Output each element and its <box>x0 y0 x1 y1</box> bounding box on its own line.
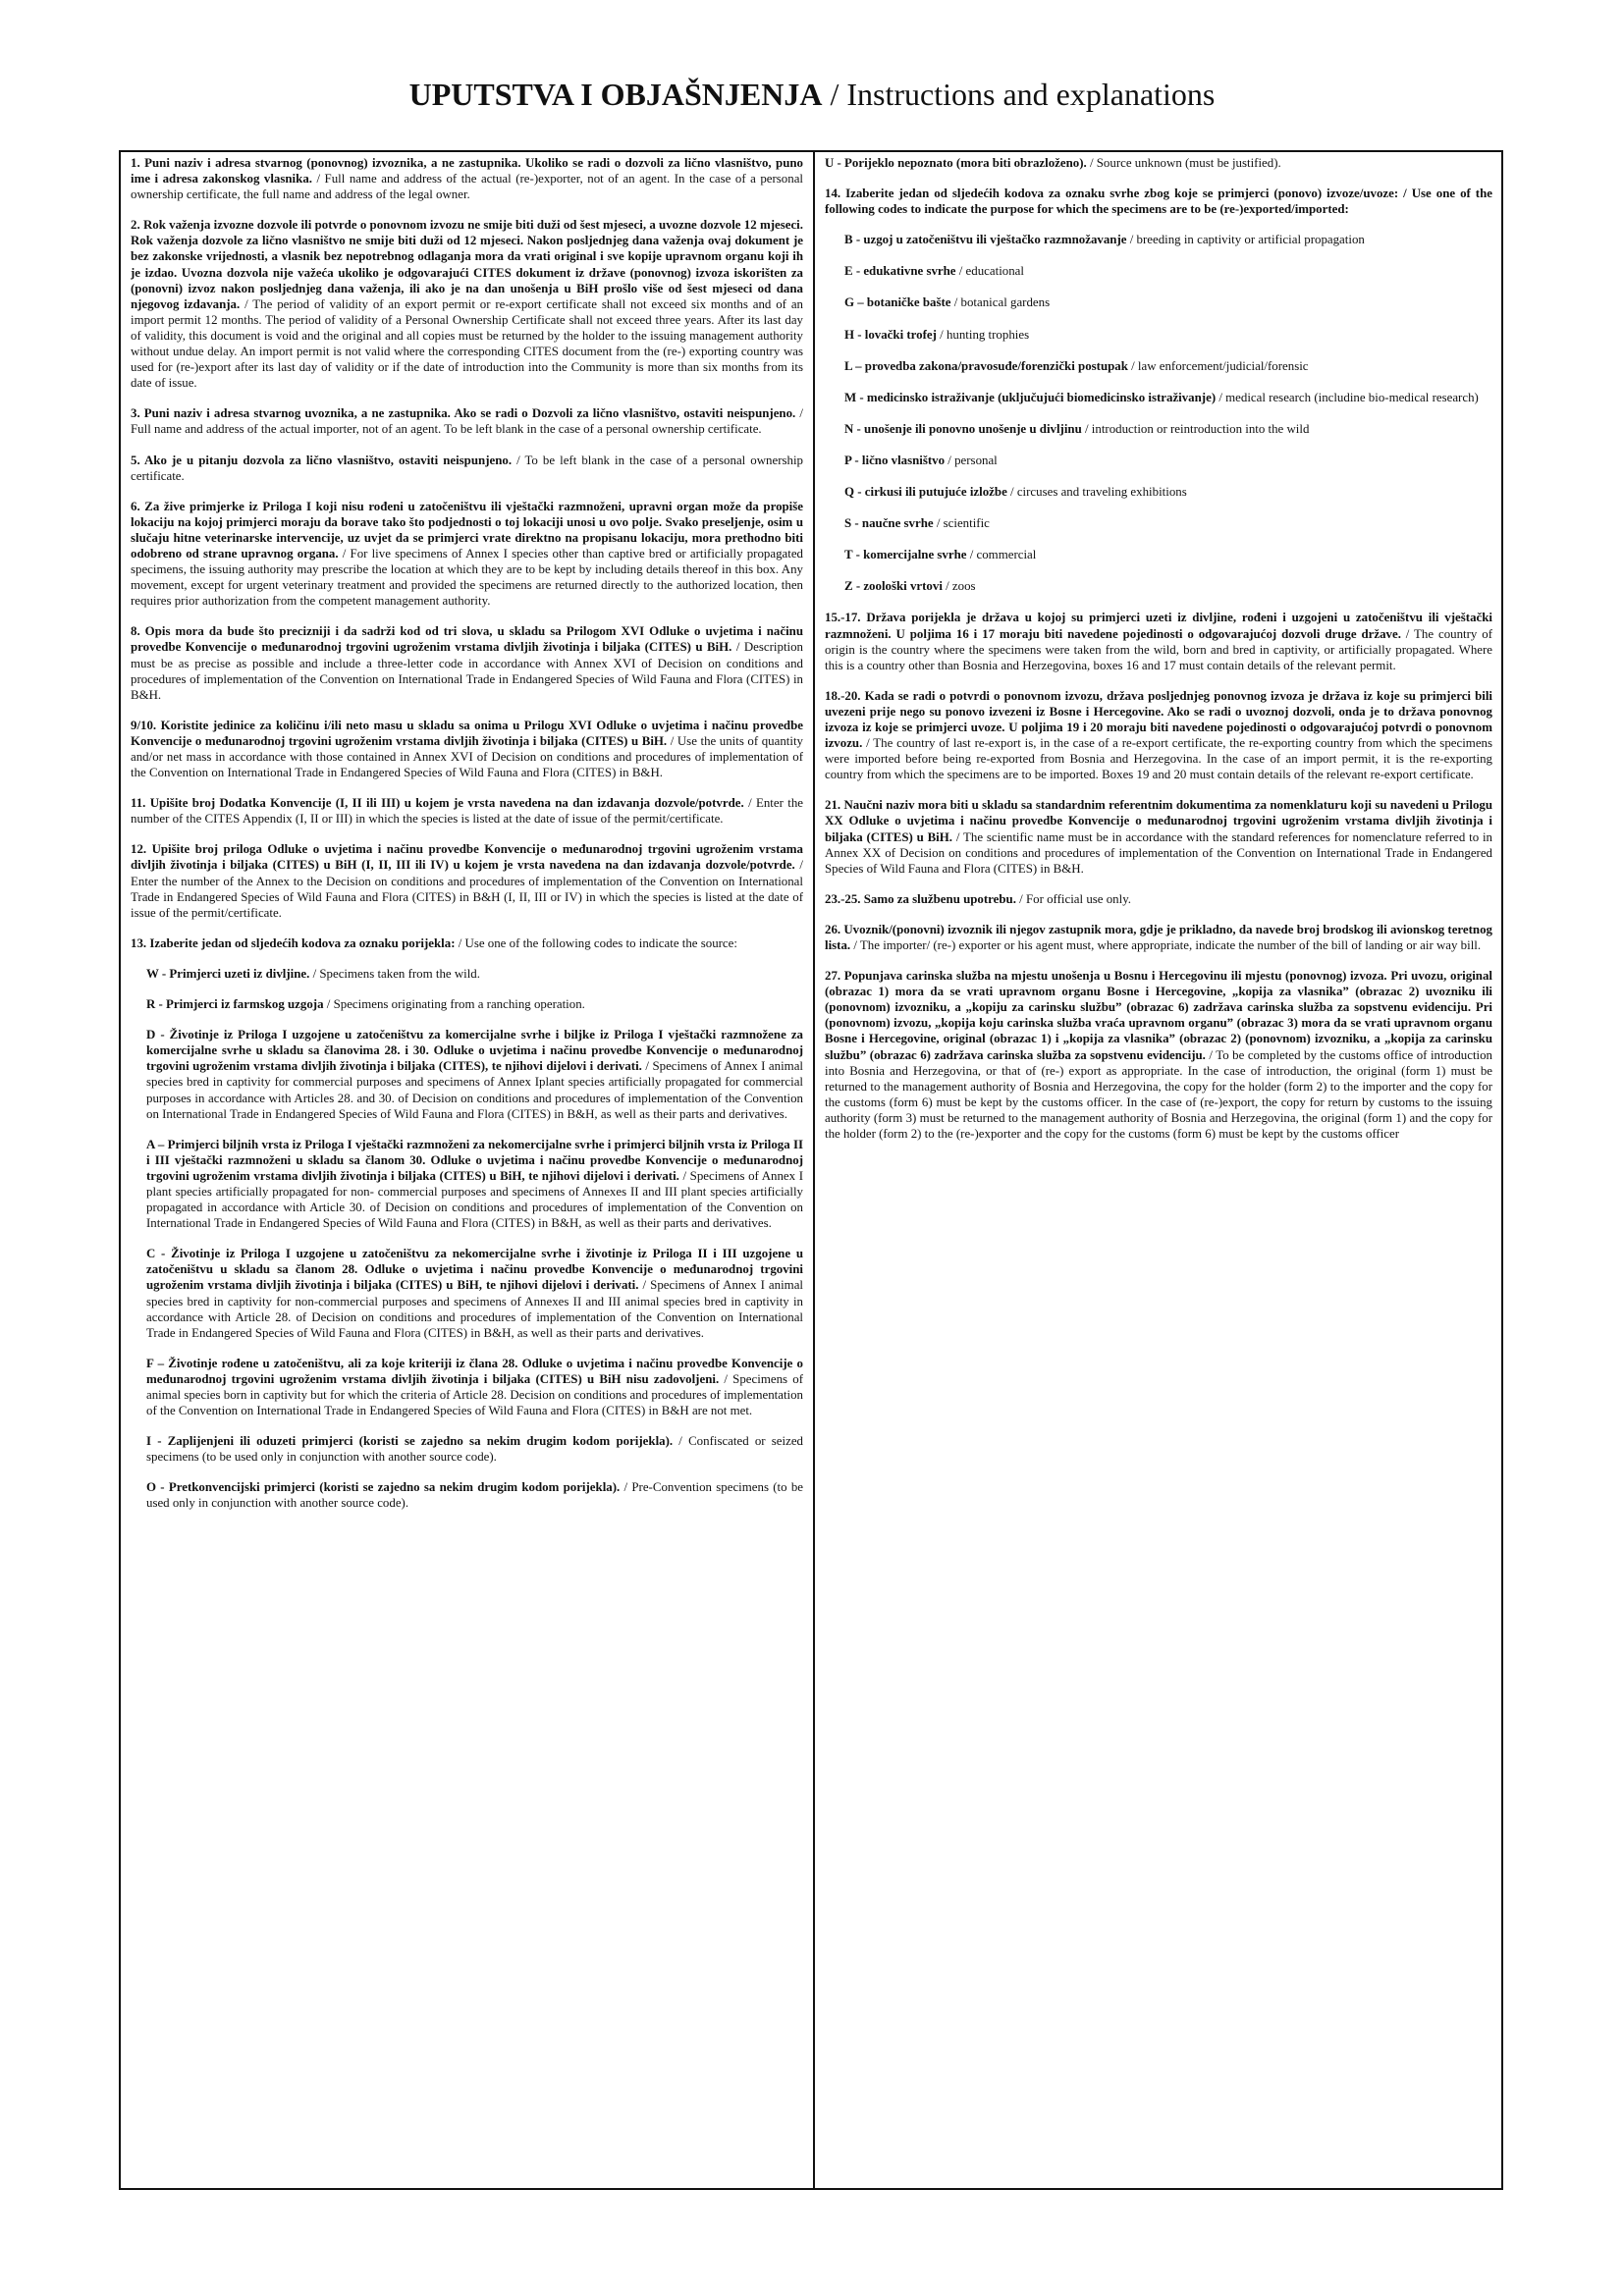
item-15-17: 15.-17. Država porijekla je država u kojoj su primjerci uzeti iz divljine, rođeni i uzgojeni u zatočeništvu ili vještački razmnoženi. U poljima 16 i 17 moraju biti navedene pojedinosti o odgovarajućoj dozvoli druge države. / The country of origin is the country where the specimens were taken from the wild, born and bred in captivity, or artificially propagated. Where this is a country other than Bosnia and Herzegovina, boxes 16 and 17 must contain details of the relevant permit. <box>825 611 1492 672</box>
item-6: 6. Za žive primjerke iz Priloga I koji nisu rođeni u zatočeništvu ili vještački razmnoženi, upravni organ može da propiše lokaciju na kojoj primjerci moraju da borave tako što podjednosti o toj lokaciji unosi u ovo polje. Svako preseljenje, osim u slučaju hitne veterinarske intervencije, uz uvjet da se primjerci vrate direktno na propisanu lokaciju, mora prethodno biti odobreno od strane upravnog organa. / For live specimens of Annex I species other than captive bred or artificially propagated specimens, the issuing authority may prescribe the location at which they are to be kept by including details thereof in this box. Any movement, except for urgent veterinary treatment and provided the specimens are returned directly to the authorized location, then requires prior authorization from the competent management authority. <box>131 499 803 609</box>
purpose-code-b: B - uzgoj u zatočeništvu ili vještačko razmnožavanje / breeding in captivity or artificial propagation <box>844 233 1365 247</box>
purpose-code-q: Q - cirkusi ili putujuće izložbe / circuses and traveling exhibitions <box>844 485 1187 500</box>
purpose-code-p: P - lično vlasništvo / personal <box>844 453 998 467</box>
title-bosnian: UPUTSTVA I OBJAŠNJENJA <box>408 77 823 112</box>
purpose-code-l: L – provedba zakona/pravosuđe/forenzički postupak / law enforcement/judicial/forensic <box>844 358 1309 373</box>
purpose-code-n: N - unošenje ili ponovno unošenje u divljinu / introduction or reintroduction into the wild <box>844 421 1310 436</box>
column-divider <box>813 150 815 2190</box>
item-14: 14. Izaberite jedan od sljedećih kodova za oznaku svrhe zbog koje se primjerci (ponovo) izvoze/uvoze: / Use one of the following codes to indicate the purpose for which the specimens are to be (re-)exported/imported: <box>825 187 1492 217</box>
item-12: 12. Upišite broj priloga Odluke o uvjetima i načinu provedbe Konvencije o međunarodnoj trgovini ugroženim vrstama divljih životinja i biljaka (CITES) u BiH (I, II, III ili IV) u kojem je vrsta navedena na dan izdavanja dozvole/potvrde. / Enter the number of the Annex to the Decision on conditions and procedures of implementation of the Convention on International Trade in Endangered Species of Wild Fauna and Flora (CITES) in B&H (I, II, III or IV) in which the species is listed at the date of issue of the permit/certificate. <box>131 842 803 920</box>
purpose-code-s: S - naučne svrhe / scientific <box>844 516 990 531</box>
item-13: 13. Izaberite jedan od sljedećih kodova za oznaku porijekla: / Use one of the following codes to indicate the source: <box>131 935 737 950</box>
item-26: 26. Uvoznik/(ponovni) izvoznik ili njegov zastupnik mora, gdje je prikladno, da navede broj brodskog ili avionskog teretnog lista. / The importer/ (re-) exporter or his agent must, where appropriate, indicate the number of the bill of landing or air way bill. <box>825 922 1492 952</box>
right-column <box>825 155 1492 2183</box>
source-code-f: F – Životinje rođene u zatočeništvu, ali za koje kriteriji iz člana 28. Odluke o uvjetima i načinu provedbe Konvencije o međunarodnoj trgovini ugroženim vrstama divljih životinja i biljaka (CITES) u BiH nisu zadovoljeni. / Specimens of animal species born in captivity but for which the criteria of Article 28. Decision on conditions and procedures of implementation of the Convention on International Trade in Endangered Species of Wild Fauna and Flora (CITES) in B&H are not met. <box>146 1356 803 1418</box>
source-code-c: C - Životinje iz Priloga I uzgojene u zatočeništvu za nekomercijalne svrhe i životinje iz Priloga II i III uzgojene u zatočeništvu u skladu sa članom 28. Odluke o uvjetima i načinu provedbe Konvencije o međunarodnoj trgovini ugroženim vrstama divljih životinja i biljaka (CITES) u BiH, te njihovi dijelovi i derivati. / Specimens of Annex I animal species bred in captivity for non-commercial purposes and specimens of Annexes II and III animal species bred in captivity in accordance with Article 28. of Decision on conditions and procedures of implementation of the Convention on International Trade in Endangered Species of Wild Fauna and Flora (CITES) in B&H, as well as their parts and derivatives. <box>146 1247 803 1340</box>
source-code-i: I - Zaplijenjeni ili oduzeti primjerci (koristi se zajedno sa nekim drugim kodom porijekla). / Confiscated or seized specimens (to be used only in conjunction with another source code). <box>146 1434 803 1465</box>
title-separator: / <box>822 77 847 112</box>
purpose-code-e: E - edukativne svrhe / educational <box>844 264 1024 279</box>
source-code-w: W - Primjerci uzeti iz divljine. / Specimens taken from the wild. <box>146 966 480 981</box>
source-code-o: O - Pretkonvencijski primjerci (koristi se zajedno sa nekim drugim kodom porijekla). / Pre-Convention specimens (to be used only in conjunction with another source code). <box>146 1480 803 1511</box>
item-1: 1. Puni naziv i adresa stvarnog (ponovnog) izvoznika, a ne zastupnika. Ukoliko se radi o dozvoli za lično vlasništvo, puno ime i adresa zakonskog vlasnika. / Full name and address of the actual (re-)exporter, not of an agent. In the case of a personal ownership certificate, the full name and address of the legal owner. <box>131 156 803 202</box>
item-9-10: 9/10. Koristite jedinice za količinu i/ili neto masu u skladu sa onima u Prilogu XVI Odluke o uvjetima i načinu provedbe Konvencije o međunarodnoj trgovini ugroženim vrstama divljih životinja i biljaka (CITES) u BiH. / Use the units of quantity and/or net mass in accordance with those contained in Annex XVI of Decision on conditions and procedures of implementation of the Convention on International Trade in Endangered Species of Wild Fauna and Flora (CITES) in B&H. <box>131 718 803 780</box>
purpose-code-m: M - medicinsko istraživanje (uključujući biomedicinsko istraživanje) / medical research (includine bio-medical research) <box>844 390 1479 404</box>
source-code-d: D - Životinje iz Priloga I uzgojene u zatočeništvu za komercijalne svrhe i biljke iz Priloga I vještački razmnožene za komercijalne svrhe u skladu sa članovima 28. i 30. Odluke o uvjetima i načinu provedbe Konvencije o međunarodnoj trgovini ugroženim vrstama divljih životinja i biljaka (CITES), te njihovi dijelovi i derivati. / Specimens of Annex I animal species bred in captivity for commercial purposes and specimens of Annex Iplant species artificially propagated for commercial purposes in accordance with Articles 28. and 30. of Decision on conditions and procedures of implementation of the Convention on International Trade in Endangered Species of Wild Fauna and Flora (CITES) in B&H, as well as their parts and derivatives. <box>146 1028 803 1121</box>
item-11: 11. Upišite broj Dodatka Konvencije (I, II ili III) u kojem je vrsta navedena na dan izdavanja dozvole/potvrde. / Enter the number of the CITES Appendix (I, II or III) in which the species is listed at the date of issue of the permit/certificate. <box>131 796 803 827</box>
purpose-code-z: Z - zoološki vrtovi / zoos <box>844 579 976 594</box>
source-code-r: R - Primjerci iz farmskog uzgoja / Specimens originating from a ranching operation. <box>146 997 585 1012</box>
source-code-u: U - Porijeklo nepoznato (mora biti obrazloženo). / Source unknown (must be justified). <box>825 156 1281 170</box>
left-column <box>131 155 803 2183</box>
item-5: 5. Ako je u pitanju dozvola za lično vlasništvo, ostaviti neispunjeno. / To be left blank in the case of a personal ownership certificate. <box>131 453 803 483</box>
purpose-code-h: H - lovački trofej / hunting trophies <box>844 327 1030 342</box>
item-21: 21. Naučni naziv mora biti u skladu sa standardnim referentnim dokumentima za nomenklaturu koji su navedeni u Prilogu XX Odluke o uvjetima i načinu provedbe Konvencije o međunarodnoj trgovini ugroženim vrstama divljih životinja i biljaka (CITES) u BiH. / The scientific name must be in accordance with the standard references for nomenclature referred to in Annex XX of Decision on conditions and procedures of implementation of the Convention on International Trade in Endangered Species of Wild Fauna and Flora (CITES) in B&H. <box>825 798 1492 876</box>
purpose-code-t: T - komercijalne svrhe / commercial <box>844 548 1037 562</box>
item-8: 8. Opis mora da bude što precizniji i da sadrži kod od tri slova, u skladu sa Prilogom XVI Odluke o uvjetima i načinu provedbe Konvencije o međunarodnoj trgovini ugroženim vrstama divljih životinja i biljaka (CITES) u BiH. / Description must be as precise as possible and include a three-letter code in accordance with Annex XVI of Decision on conditions and procedures of implementation of the Convention on International Trade in Endangered Species of Wild Fauna and Flora (CITES) in B&H. <box>131 624 803 702</box>
title-english: Instructions and explanations <box>846 77 1216 112</box>
item-3: 3. Puni naziv i adresa stvarnog uvoznika, a ne zastupnika. Ako se radi o Dozvoli za lično vlasništvo, ostaviti neispunjeno. / Full name and address of the actual importer, not of an agent. To be left blank in the case of a personal ownership certificate. <box>131 406 803 437</box>
page-title <box>0 75 1624 114</box>
source-code-a: A – Primjerci biljnih vrsta iz Priloga I vještački razmnoženi za nekomercijalne svrhe i primjerci biljnih vrsta iz Priloga II i III vještački razmnoženi u skladu sa članom 30. Odluke o uvjetima i načinu provedbe Konvencije o međunarodnoj trgovini ugroženim vrstama divljih životinja i biljaka (CITES) u BiH, te njihovi dijelovi i derivati. / Specimens of Annex I plant species artificially propagated for non- commercial purposes and specimens of Annexes II and III plant species artificially propagated in accordance with Article 30. of Decision on conditions and procedures of implementation of the Convention on International Trade in Endangered Species of Wild Fauna and Flora (CITES) in B&H, as well as their parts and derivatives. <box>146 1137 803 1231</box>
item-23-25: 23.-25. Samo za službenu upotrebu. / For official use only. <box>825 891 1132 906</box>
item-2: 2. Rok važenja izvozne dozvole ili potvrde o ponovnom izvozu ne smije biti duži od šest mjeseci, a uvozne dozvole 12 mjeseci. Rok važenja dozvole za lično vlasništvo ne smije biti duži od 12 mjeseci. Nakon posljednjeg dana važenja ovaj dokument je bez zakonske vrijednosti, a vlasnik bez nepotrebnog odlaganja mora da vrati original i sve kopije upravnom organu koji ih je izdao. Uvozna dozvola nije važeća ukoliko je odgovarajući CITES dokument iz države (ponovnog) izvoza iskorišten za (ponovni) izvoz nakon posljednjeg dana važenja, ili ako je na dan unošenja u BiH prošlo više od šest mjeseci od dana njegovog izdavanja. / The period of validity of an export permit or re-export certificate shall not exceed six months and of an import permit 12 months. The period of validity of a Personal Ownership Certificate shall not exceed three years. After its last day of validity, this document is void and the original and all copies must be returned by the holder to the issuing management authority without undue delay. An import permit is not valid where the corresponding CITES document from the (re-) exporting country was used for (re-)export after its last day of validity or if the date of introduction into the Community is more than six months from its date of issue. <box>131 218 803 391</box>
purpose-code-g: G – botaničke bašte / botanical gardens <box>844 295 1051 310</box>
item-18-20: 18.-20. Kada se radi o potvrdi o ponovnom izvozu, država posljednjeg ponovnog izvoza je država iz koje su primjerci bili uvezeni prije nego su ponovo izvezeni iz Bosne i Hercegovine. Ako se radi o uvoznoj dozvoli, onda je to država ponovnog izvoza iz koje se primjerci uvoze. U poljima 19 i 20 moraju biti navedene pojedinosti o odgovarajućoj potvrdi o ponovnom izvozu. / The country of last re-export is, in the case of a re-export certificate, the re-exporting country from which the specimens were imported before being re-exported from Bosnia and Herzegovina. In the case of an import permit, it is the re-exporting country from which the specimens are to be imported. Boxes 19 and 20 must contain details of the relevant re-export certificate. <box>825 688 1492 782</box>
item-27: 27. Popunjava carinska služba na mjestu unošenja u Bosnu i Hercegovinu ili mjestu (ponovnog) izvoza. Pri uvozu, original (obrazac 1) mora da se vrati upravnom organu Bosne i Hercegovine, „kopija za vlasnika” (obrazac 2) uvozniku ili (ponovnom) izvozniku, a „kopiju za carinsku službu” (obrazac 6) zadržava carinska služba za sopstvenu evidenciju. Pri (ponovnom) izvozu, „kopija koju carinska služba vraća upravnom organu” (obrazac 3) mora da se vrati upravnom organu Bosne i Hercegovine, original (obrazac 1) i „kopija za vlasnika” (obrazac 2) (ponovnom) izvozniku, a „kopija za carinsku službu” (obrazac 6) zadržava carinska služba za sopstvenu evidenciju. / To be completed by the customs office of introduction into Bosnia and Herzegovina, or that of (re-) export as appropriate. In the case of introduction, the original (form 1) must be returned to the management authority of Bosnia and Herzegovina, the copy for the holder (form 2) to the importer and the copy for the customs (form 6) must be kept by the customs officer. In the case of (re-)export, the copy for return by customs to the issuing authority (form 3) must be returned to the management authority of Bosnia and Herzegovina, the original (form 1) and the copy for the holder (form 2) to the (re-)exporter and the copy for the customs (form 6) must be kept by the customs officer <box>825 969 1492 1142</box>
